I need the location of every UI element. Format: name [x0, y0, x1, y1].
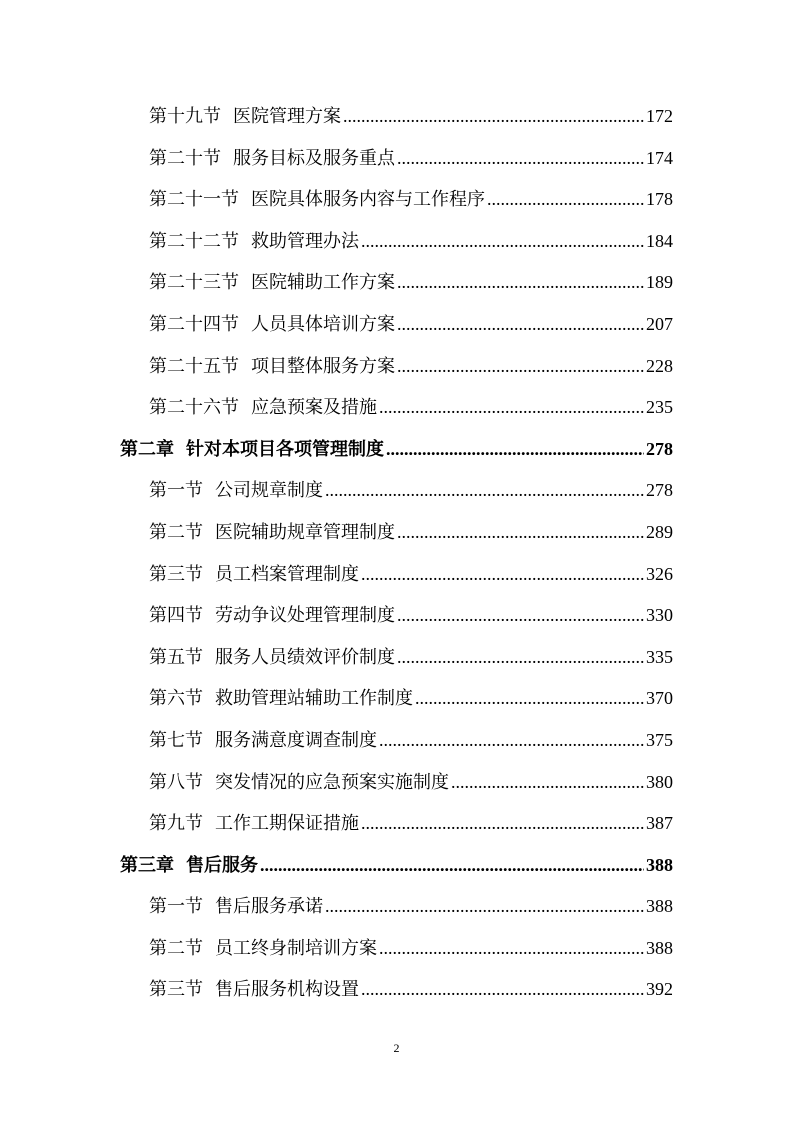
dot-leader — [397, 138, 644, 180]
toc-entry — [149, 262, 673, 304]
toc-entry-title: 服务目标及服务重点 — [233, 147, 395, 168]
toc-entry-label: 第六节 — [149, 688, 203, 709]
dot-leader — [361, 969, 644, 1011]
toc-entry-title: 医院辅助工作方案 — [251, 272, 395, 293]
toc-entry-page: 330 — [646, 605, 673, 626]
toc-entry-page: 189 — [646, 272, 673, 293]
dot-leader — [325, 470, 644, 512]
toc-chapter-entry — [120, 429, 673, 471]
toc-entry-label: 第三节 — [149, 979, 203, 1000]
toc-entry-title: 服务人员绩效评价制度 — [215, 646, 395, 667]
dot-leader — [397, 346, 644, 388]
toc-entry-title: 员工终身制培训方案 — [215, 937, 377, 958]
toc-entry-label: 第五节 — [149, 646, 203, 667]
toc-entry — [149, 928, 673, 970]
toc-entry-page: 335 — [646, 646, 673, 667]
toc-entry-page: 326 — [646, 563, 673, 584]
toc-entry — [149, 470, 673, 512]
toc-entry-title: 服务满意度调查制度 — [215, 729, 377, 750]
dot-leader — [361, 221, 644, 263]
toc-entry — [149, 595, 673, 637]
toc-entry-label: 第二十六节 — [149, 397, 239, 418]
toc-entry-title: 医院具体服务内容与工作程序 — [251, 189, 485, 210]
toc-entry-page: 172 — [646, 106, 673, 126]
toc-entry-title: 医院管理方案 — [233, 106, 341, 126]
toc-entry — [149, 969, 673, 1011]
toc-entry-title: 应急预案及措施 — [251, 397, 377, 418]
toc-entry — [149, 512, 673, 554]
toc-entry — [149, 138, 673, 180]
toc-entry-title: 突发情况的应急预案实施制度 — [215, 771, 449, 792]
page-number: 2 — [393, 1041, 400, 1055]
toc-entry-page: 380 — [646, 771, 673, 792]
dot-leader — [397, 304, 644, 346]
toc-entry-label: 第三节 — [149, 563, 203, 584]
dot-leader — [386, 429, 644, 471]
dot-leader — [397, 262, 644, 304]
toc-entry — [149, 637, 673, 679]
toc-entry-page: 289 — [646, 521, 673, 542]
toc-entry-page: 207 — [646, 313, 673, 334]
toc-chapter-label: 第三章 — [120, 854, 174, 875]
toc-entry — [149, 803, 673, 845]
dot-leader — [260, 845, 644, 887]
toc-entry — [149, 720, 673, 762]
toc-entry-title: 公司规章制度 — [215, 480, 323, 501]
toc-entry-title: 员工档案管理制度 — [215, 563, 359, 584]
toc-chapter-entry — [120, 845, 673, 887]
toc-entry-label: 第二十一节 — [149, 189, 239, 210]
toc-chapter-page: 388 — [646, 854, 673, 875]
toc-entry — [149, 678, 673, 720]
toc-entry-page: 174 — [646, 147, 673, 168]
toc-entry-label: 第二十五节 — [149, 355, 239, 376]
toc-entry — [149, 387, 673, 429]
toc-entry-label: 第七节 — [149, 729, 203, 750]
toc-entry — [149, 762, 673, 804]
toc-entry — [149, 304, 673, 346]
dot-leader — [397, 512, 644, 554]
dot-leader — [379, 387, 644, 429]
toc-entry — [149, 554, 673, 596]
toc-entry-label: 第二节 — [149, 521, 203, 542]
table-of-contents — [0, 96, 793, 1011]
toc-entry-title: 工作工期保证措施 — [215, 813, 359, 834]
toc-entry-page: 370 — [646, 688, 673, 709]
toc-entry-page: 228 — [646, 355, 673, 376]
dot-leader — [397, 637, 644, 679]
dot-leader — [397, 595, 644, 637]
dot-leader — [415, 678, 644, 720]
dot-leader — [325, 886, 644, 928]
dot-leader — [451, 762, 644, 804]
toc-entry-title: 人员具体培训方案 — [251, 313, 395, 334]
toc-entry-label: 第四节 — [149, 605, 203, 626]
toc-entry-label: 第二节 — [149, 937, 203, 958]
toc-entry-title: 医院辅助规章管理制度 — [215, 521, 395, 542]
toc-entry-label: 第二十三节 — [149, 272, 239, 293]
toc-entry-label: 第二十二节 — [149, 230, 239, 251]
toc-entry-label: 第一节 — [149, 896, 203, 917]
toc-entry-page: 387 — [646, 813, 673, 834]
toc-entry-page: 388 — [646, 896, 673, 917]
toc-entry-title: 项目整体服务方案 — [251, 355, 395, 376]
toc-entry-title: 救助管理办法 — [251, 230, 359, 251]
dot-leader — [379, 720, 644, 762]
toc-entry-page: 184 — [646, 230, 673, 251]
toc-entry-label: 第九节 — [149, 813, 203, 834]
dot-leader — [361, 554, 644, 596]
toc-entry — [149, 221, 673, 263]
toc-entry — [149, 179, 673, 221]
toc-entry-title: 售后服务承诺 — [215, 896, 323, 917]
toc-chapter-title: 售后服务 — [186, 854, 258, 875]
toc-entry-page: 235 — [646, 397, 673, 418]
toc-entry-page: 375 — [646, 729, 673, 750]
toc-entry-label: 第一节 — [149, 480, 203, 501]
toc-entry — [149, 96, 673, 138]
toc-entry-label: 第二十四节 — [149, 313, 239, 334]
toc-entry-page: 388 — [646, 937, 673, 958]
toc-entry — [149, 346, 673, 388]
toc-entry-title: 劳动争议处理管理制度 — [215, 605, 395, 626]
toc-chapter-title: 针对本项目各项管理制度 — [186, 438, 384, 459]
toc-entry-label: 第十九节 — [149, 106, 221, 126]
toc-entry — [149, 886, 673, 928]
dot-leader — [343, 96, 644, 138]
dot-leader — [361, 803, 644, 845]
toc-entry-page: 278 — [646, 480, 673, 501]
toc-entry-page: 178 — [646, 189, 673, 210]
dot-leader — [379, 928, 644, 970]
toc-chapter-page: 278 — [646, 438, 673, 459]
dot-leader — [487, 179, 644, 221]
toc-entry-page: 392 — [646, 979, 673, 1000]
toc-entry-title: 救助管理站辅助工作制度 — [215, 688, 413, 709]
toc-entry-label: 第二十节 — [149, 147, 221, 168]
toc-entry-title: 售后服务机构设置 — [215, 979, 359, 1000]
toc-entry-label: 第八节 — [149, 771, 203, 792]
toc-chapter-label: 第二章 — [120, 438, 174, 459]
